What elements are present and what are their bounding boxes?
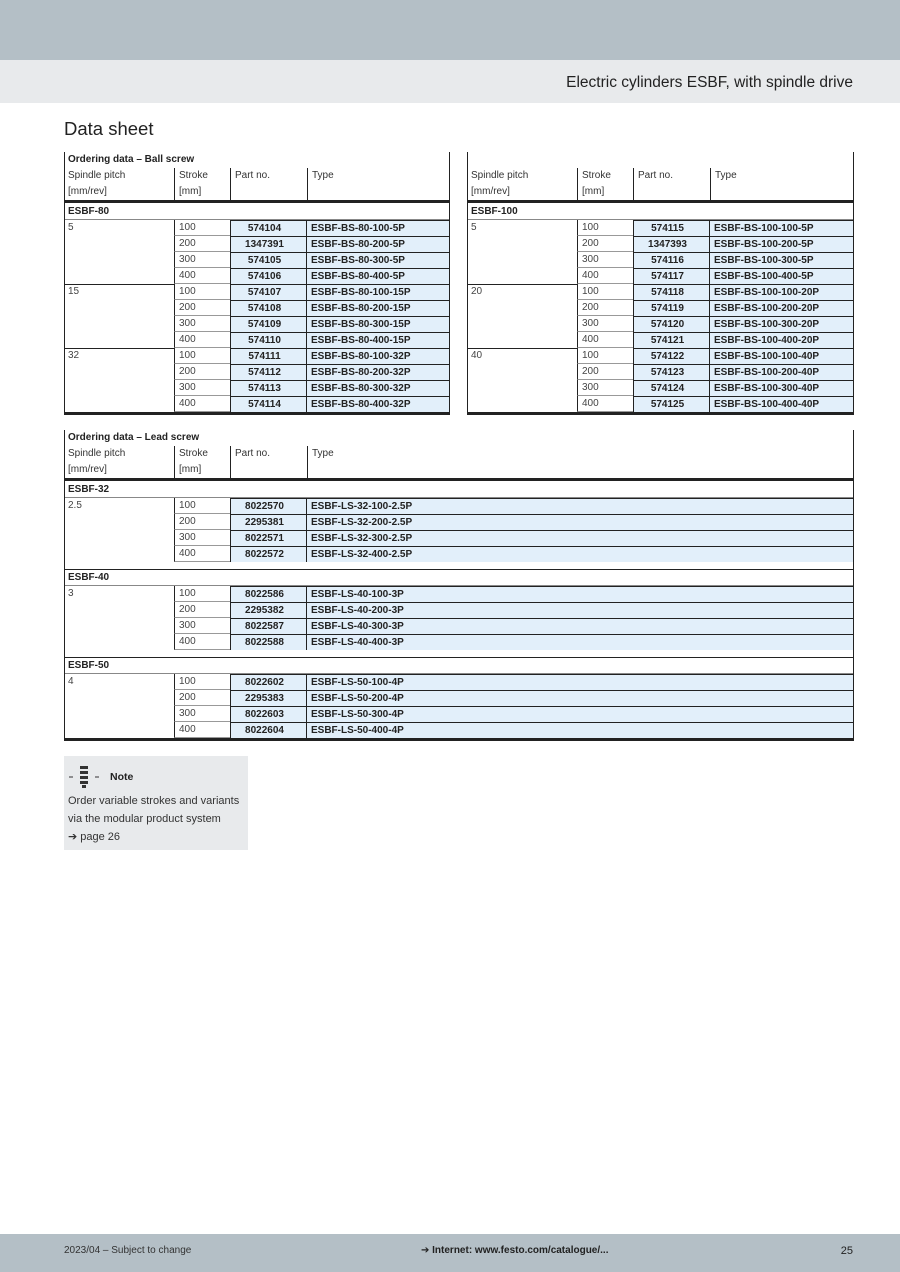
part-number-cell: 2295382 (230, 602, 307, 618)
type-cell: ESBF-BS-80-300-32P (307, 380, 450, 396)
table-row (467, 364, 854, 380)
stroke-cell: 100 (577, 220, 633, 236)
column-header-part: Part no. (230, 446, 307, 478)
stroke-cell: 200 (577, 364, 633, 380)
type-cell: ESBF-LS-40-400-3P (307, 634, 854, 650)
spindle-pitch-cell (64, 252, 174, 268)
spindle-pitch-cell (64, 722, 174, 738)
spindle-pitch-cell (467, 268, 577, 284)
table-row (467, 252, 854, 268)
group-label-esbf-50: ESBF-50 (64, 658, 854, 674)
type-cell: ESBF-BS-100-100-20P (710, 284, 854, 300)
part-number-cell: 2295383 (230, 690, 307, 706)
note-page-link[interactable]: ➔ page 26 (68, 831, 121, 843)
part-number-cell: 574125 (633, 396, 710, 412)
table-bottom-rule (467, 412, 854, 415)
part-number-cell: 8022604 (230, 722, 307, 738)
stroke-cell: 100 (174, 498, 230, 514)
type-cell: ESBF-BS-100-300-40P (710, 380, 854, 396)
type-cell: ESBF-BS-100-100-40P (710, 348, 854, 364)
table-row (64, 722, 854, 738)
stroke-cell: 100 (577, 348, 633, 364)
type-cell: ESBF-LS-40-200-3P (307, 602, 854, 618)
stroke-cell: 400 (577, 268, 633, 284)
table-row (64, 332, 450, 348)
table-row (64, 220, 450, 236)
lead-screw-table (64, 430, 854, 743)
spindle-pitch-cell (64, 634, 174, 650)
part-number-cell: 574121 (633, 332, 710, 348)
table-row (64, 252, 450, 268)
part-number-cell: 574110 (230, 332, 307, 348)
stroke-cell: 400 (174, 546, 230, 562)
table-row (64, 690, 854, 706)
top-band (0, 0, 900, 60)
spindle-pitch-cell: 15 (68, 286, 80, 297)
part-number-cell: 574108 (230, 300, 307, 316)
column-header-stroke: Stroke [mm] (577, 168, 633, 200)
part-number-cell: 8022572 (230, 546, 307, 562)
ball-screw-table (64, 152, 854, 416)
spindle-pitch-cell: 4 (68, 676, 74, 687)
part-number-cell: 574111 (230, 348, 307, 364)
spindle-pitch-cell (64, 236, 174, 252)
stroke-cell: 400 (174, 332, 230, 348)
type-cell: ESBF-LS-32-100-2.5P (307, 498, 854, 514)
table-row (64, 498, 854, 514)
spindle-pitch-cell (467, 300, 577, 316)
stroke-cell: 300 (174, 618, 230, 634)
table-row (64, 380, 450, 396)
part-number-cell: 574124 (633, 380, 710, 396)
stroke-cell: 400 (174, 396, 230, 412)
spindle-pitch-cell (64, 316, 174, 332)
part-number-cell: 1347391 (230, 236, 307, 252)
spindle-pitch-cell: 5 (471, 222, 477, 233)
table-row (64, 236, 450, 252)
part-number-cell: 574107 (230, 284, 307, 300)
spindle-pitch-cell (64, 332, 174, 348)
spindle-pitch-cell (64, 364, 174, 380)
column-header-part: Part no. (230, 168, 307, 200)
part-number-cell: 574106 (230, 268, 307, 284)
table-row (467, 236, 854, 252)
type-cell: ESBF-BS-100-400-40P (710, 396, 854, 412)
part-number-cell: 8022570 (230, 498, 307, 514)
part-number-cell: 8022602 (230, 674, 307, 690)
table-border (467, 152, 468, 415)
type-cell: ESBF-LS-32-400-2.5P (307, 546, 854, 562)
type-cell: ESBF-BS-80-400-32P (307, 396, 450, 412)
part-number-cell: 574114 (230, 396, 307, 412)
table-header (64, 168, 450, 200)
spindle-pitch-cell (64, 268, 174, 284)
column-header-pitch: Spindle pitch [mm/rev] (68, 170, 126, 197)
table-row (64, 634, 854, 650)
part-number-cell: 574104 (230, 220, 307, 236)
header-rule (467, 200, 854, 203)
ball-screw-caption: Ordering data – Ball screw (68, 154, 195, 165)
spindle-pitch-cell (64, 706, 174, 722)
note-text: Order variable strokes and variants via the modular product system (68, 795, 240, 825)
spindle-pitch-cell: 3 (68, 588, 74, 599)
stroke-cell: 300 (577, 316, 633, 332)
table-row (64, 396, 450, 412)
stroke-cell: 400 (174, 634, 230, 650)
type-cell: ESBF-BS-80-400-15P (307, 332, 450, 348)
stroke-cell: 400 (174, 268, 230, 284)
type-cell: ESBF-LS-40-300-3P (307, 618, 854, 634)
stroke-cell: 200 (577, 236, 633, 252)
note-box (64, 756, 248, 850)
type-cell: ESBF-LS-50-300-4P (307, 706, 854, 722)
stroke-cell: 100 (174, 348, 230, 364)
table-row (64, 348, 450, 364)
table-border (853, 430, 854, 741)
table-row (64, 268, 450, 284)
column-header-type: Type (710, 168, 854, 200)
spindle-pitch-cell (467, 252, 577, 268)
table-row (467, 300, 854, 316)
type-cell: ESBF-BS-80-100-5P (307, 220, 450, 236)
part-number-cell: 574117 (633, 268, 710, 284)
part-number-cell: 574122 (633, 348, 710, 364)
part-number-cell: 574105 (230, 252, 307, 268)
stroke-cell: 300 (577, 380, 633, 396)
stroke-cell: 200 (174, 602, 230, 618)
type-cell: ESBF-BS-100-400-5P (710, 268, 854, 284)
type-cell: ESBF-LS-50-400-4P (307, 722, 854, 738)
stroke-cell: 200 (174, 300, 230, 316)
part-number-cell: 1347393 (633, 236, 710, 252)
group-label-esbf-80: ESBF-80 (64, 204, 450, 220)
table-row (64, 546, 854, 562)
table-row (467, 332, 854, 348)
type-cell: ESBF-LS-50-200-4P (307, 690, 854, 706)
title-band (0, 60, 900, 103)
spindle-pitch-cell (467, 396, 577, 412)
page-title: Electric cylinders ESBF, with spindle drive (566, 74, 853, 91)
stroke-cell: 200 (174, 364, 230, 380)
part-number-cell: 574112 (230, 364, 307, 380)
table-bottom-rule (64, 412, 450, 415)
type-cell: ESBF-BS-80-100-32P (307, 348, 450, 364)
table-row (467, 396, 854, 412)
stroke-cell: 400 (174, 722, 230, 738)
type-cell: ESBF-BS-80-200-32P (307, 364, 450, 380)
table-border (64, 430, 65, 741)
spindle-pitch-cell: 5 (68, 222, 74, 233)
stroke-cell: 400 (577, 332, 633, 348)
spindle-pitch-cell (64, 514, 174, 530)
type-cell: ESBF-BS-80-200-15P (307, 300, 450, 316)
table-bottom-rule (64, 738, 854, 741)
type-cell: ESBF-BS-80-200-5P (307, 236, 450, 252)
type-cell: ESBF-LS-32-200-2.5P (307, 514, 854, 530)
type-cell: ESBF-BS-80-400-5P (307, 268, 450, 284)
group-label-esbf-100: ESBF-100 (467, 204, 854, 220)
lead-screw-caption: Ordering data – Lead screw (68, 432, 200, 443)
stroke-cell: 300 (174, 252, 230, 268)
section-title: Data sheet (64, 118, 154, 139)
stroke-cell: 300 (174, 316, 230, 332)
note-icon (68, 764, 102, 790)
table-row (64, 514, 854, 530)
column-header-pitch: Spindle pitch [mm/rev] (471, 170, 529, 197)
table-row (64, 618, 854, 634)
type-cell: ESBF-LS-32-300-2.5P (307, 530, 854, 546)
spindle-pitch-cell (64, 396, 174, 412)
table-row (467, 348, 854, 364)
type-cell: ESBF-BS-100-100-5P (710, 220, 854, 236)
stroke-cell: 100 (174, 586, 230, 602)
type-cell: ESBF-BS-80-300-5P (307, 252, 450, 268)
type-cell: ESBF-BS-100-200-5P (710, 236, 854, 252)
table-border (853, 152, 854, 415)
spindle-pitch-cell (64, 300, 174, 316)
stroke-cell: 100 (577, 284, 633, 300)
type-cell: ESBF-BS-100-300-5P (710, 252, 854, 268)
column-header-type: Type (307, 446, 854, 478)
part-number-cell: 8022587 (230, 618, 307, 634)
type-cell: ESBF-BS-100-300-20P (710, 316, 854, 332)
table-row (467, 316, 854, 332)
part-number-cell: 574109 (230, 316, 307, 332)
table-header (64, 446, 854, 478)
column-header-stroke: Stroke [mm] (174, 168, 230, 200)
table-border (449, 152, 450, 415)
note-heading: Note (110, 771, 134, 783)
spindle-pitch-cell (64, 602, 174, 618)
type-cell: ESBF-LS-40-100-3P (307, 586, 854, 602)
table-row (467, 380, 854, 396)
part-number-cell: 8022586 (230, 586, 307, 602)
group-label-esbf-40: ESBF-40 (64, 570, 854, 586)
spindle-pitch-cell: 20 (471, 286, 483, 297)
spindle-pitch-cell (467, 380, 577, 396)
stroke-cell: 100 (174, 284, 230, 300)
table-row (64, 602, 854, 618)
spindle-pitch-cell (64, 380, 174, 396)
part-number-cell: 574123 (633, 364, 710, 380)
stroke-cell: 300 (174, 530, 230, 546)
part-number-cell: 8022588 (230, 634, 307, 650)
part-number-cell: 574116 (633, 252, 710, 268)
column-header-part: Part no. (633, 168, 710, 200)
stroke-cell: 200 (577, 300, 633, 316)
spindle-pitch-cell (467, 364, 577, 380)
part-number-cell: 574118 (633, 284, 710, 300)
footer (0, 1234, 900, 1272)
stroke-cell: 300 (174, 380, 230, 396)
stroke-cell: 200 (174, 236, 230, 252)
header-rule (64, 478, 854, 481)
part-number-cell: 574119 (633, 300, 710, 316)
table-row (64, 284, 450, 300)
table-header (467, 168, 854, 200)
stroke-cell: 100 (174, 674, 230, 690)
stroke-cell: 200 (174, 690, 230, 706)
part-number-cell: 2295381 (230, 514, 307, 530)
spindle-pitch-cell (64, 690, 174, 706)
spindle-pitch-cell (64, 618, 174, 634)
header-rule (64, 200, 450, 203)
part-number-cell: 574115 (633, 220, 710, 236)
column-header-stroke: Stroke [mm] (174, 446, 230, 478)
spindle-pitch-cell: 32 (68, 350, 80, 361)
table-row (64, 586, 854, 602)
table-row (64, 364, 450, 380)
table-row (64, 706, 854, 722)
group-label-esbf-32: ESBF-32 (64, 482, 854, 498)
type-cell: ESBF-BS-80-300-15P (307, 316, 450, 332)
table-row (64, 530, 854, 546)
table-row (64, 674, 854, 690)
spindle-pitch-cell (467, 332, 577, 348)
footer-date: 2023/04 – Subject to change (64, 1245, 192, 1256)
type-cell: ESBF-BS-100-200-40P (710, 364, 854, 380)
page-number: 25 (840, 1245, 853, 1257)
stroke-cell: 400 (577, 396, 633, 412)
table-row (467, 220, 854, 236)
footer-catalogue-link[interactable]: ➔ Internet: www.festo.com/catalogue/... (421, 1245, 609, 1256)
spindle-pitch-cell (467, 236, 577, 252)
stroke-cell: 100 (174, 220, 230, 236)
part-number-cell: 8022603 (230, 706, 307, 722)
part-number-cell: 574113 (230, 380, 307, 396)
type-cell: ESBF-LS-50-100-4P (307, 674, 854, 690)
column-header-type: Type (307, 168, 450, 200)
stroke-cell: 300 (174, 706, 230, 722)
spindle-pitch-cell (64, 530, 174, 546)
table-row (64, 300, 450, 316)
spindle-pitch-cell: 2.5 (68, 500, 82, 511)
spindle-pitch-cell (64, 546, 174, 562)
spindle-pitch-cell (467, 316, 577, 332)
table-border (64, 152, 65, 415)
stroke-cell: 200 (174, 514, 230, 530)
stroke-cell: 300 (577, 252, 633, 268)
table-row (64, 316, 450, 332)
spindle-pitch-cell: 40 (471, 350, 483, 361)
table-row (467, 284, 854, 300)
column-header-pitch: Spindle pitch [mm/rev] (68, 448, 126, 475)
type-cell: ESBF-BS-100-200-20P (710, 300, 854, 316)
type-cell: ESBF-BS-80-100-15P (307, 284, 450, 300)
type-cell: ESBF-BS-100-400-20P (710, 332, 854, 348)
table-row (467, 268, 854, 284)
part-number-cell: 8022571 (230, 530, 307, 546)
part-number-cell: 574120 (633, 316, 710, 332)
